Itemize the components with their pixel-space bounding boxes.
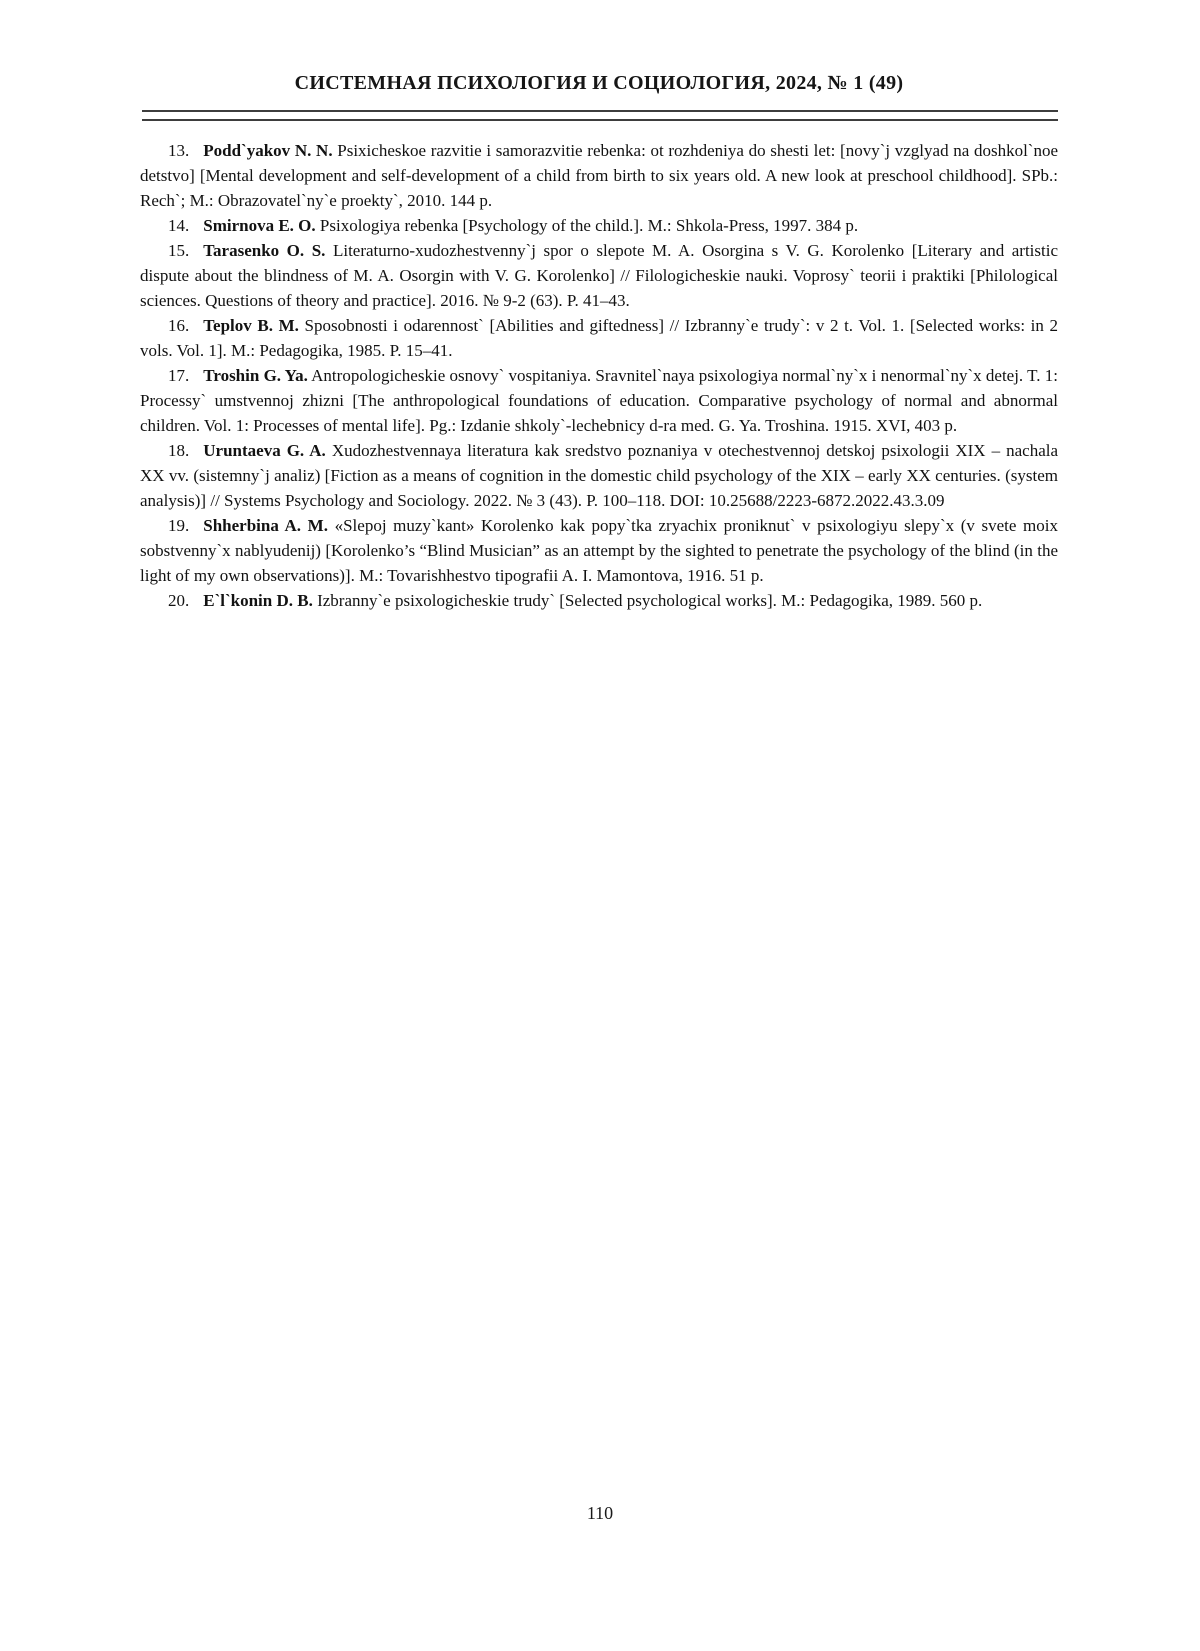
references-list [140,138,1058,613]
reference-item [140,588,1058,613]
reference-text: Izbranny`e psixologicheskie trudy` [Selected psychological works]. M.: Pedagogika, 1989. 560 p. [317,591,983,610]
reference-number: 17. [168,366,190,385]
reference-item [140,363,1058,438]
reference-item [140,313,1058,363]
reference-text: Antropologicheskie osnovy` vospitaniya. Sravnitel`naya psixologiya normal`ny`x i nenormal`ny`x detej. T. 1: Processy` umstvennoj zhizni [The anthropological foundations of education. Comparative psychology of normal and abnormal children. Vol. 1: Processes of mental life]. Pg.: Izdanie shkoly`-lechebnicy d-ra med. G. Ya. Troshina. 1915. XVI, 403 p. [140,366,1058,435]
reference-item [140,438,1058,513]
reference-text: Literaturno-xudozhestvenny`j spor o slepote M. A. Osorgina s V. G. Korolenko [Literary and artistic dispute about the blindness of M. A. Osorgin with V. G. Korolenko] // Filologicheskie nauki. Voprosy` teorii i praktiki [Philological sciences. Questions of theory and practice]. 2016. № 9-2 (63). P. 41–43. [140,241,1059,310]
reference-number: 15. [168,241,190,260]
reference-author: Podd`yakov N. N. [203,141,333,160]
reference-author: Shherbina A. M. [203,516,328,535]
reference-text: Psixicheskoe razvitie i samorazvitie rebenka: ot rozhdeniya do shesti let: [novy`j vzglyad na doshkol`noe detstvo] [Mental development and self-development of a child from birth to six years old. A new look at preschool childhood]. SPb.: Rech`; M.: Obrazovatel`ny`e proekty`, 2010. 144 p. [140,141,1059,210]
reference-author: Smirnova E. O. [203,216,316,235]
reference-author: Uruntaeva G. A. [203,441,326,460]
reference-number: 14. [168,216,190,235]
reference-text: Sposobnosti i odarennost` [Abilities and giftedness] // Izbranny`e trudy`: v 2 t. Vol. 1. [Selected works: in 2 vols. Vol. 1]. M.: Pedagogika, 1985. P. 15–41. [140,316,1059,360]
journal-header-title: СИСТЕМНАЯ ПСИХОЛОГИЯ И СОЦИОЛОГИЯ, 2024, № 1 (49) [294,72,904,94]
reference-item [140,513,1058,588]
reference-text: Psixologiya rebenka [Psychology of the child.]. M.: Shkola-Press, 1997. 384 p. [319,216,859,235]
reference-author: Tarasenko O. S. [203,241,326,260]
page-number: 110 [586,1503,614,1523]
reference-number: 19. [168,516,190,535]
reference-author: E`l`konin D. B. [203,591,313,610]
reference-author: Troshin G. Ya. [203,366,308,385]
reference-text: «Slepoj muzy`kant» Korolenko kak popy`tka zryachix proniknut` v psixologiyu slepy`x (v svete moix sobstvenny`x nablyudenij) [Korolenko’s “Blind Musician” as an attempt by the sighted to penetrate the psychology of the blind (in the light of my own observations)]. M.: Tovarishhestvo tipografii A. I. Mamontova, 1916. 51 p. [140,516,1059,585]
header-double-rule [142,110,1058,121]
reference-author: Teplov B. M. [203,316,299,335]
reference-number: 20. [168,591,190,610]
reference-item [140,238,1058,313]
reference-number: 13. [168,141,190,160]
page-content [140,72,1058,613]
reference-item [140,138,1058,213]
reference-number: 18. [168,441,190,460]
reference-number: 16. [168,316,190,335]
reference-item [140,213,1058,238]
reference-text: Xudozhestvennaya literatura kak sredstvo poznaniya v otechestvennoj detskoj psixologii XIX – nachala XX vv. (sistemny`j analiz) [Fiction as a means of cognition in the domestic child psychology of the XIX – early XX centuries. (system analysis)] // Systems Psychology and Sociology. 2022. № 3 (43). P. 100–118. DOI: 10.25688/2223-6872.2022.43.3.09 [140,441,1059,510]
